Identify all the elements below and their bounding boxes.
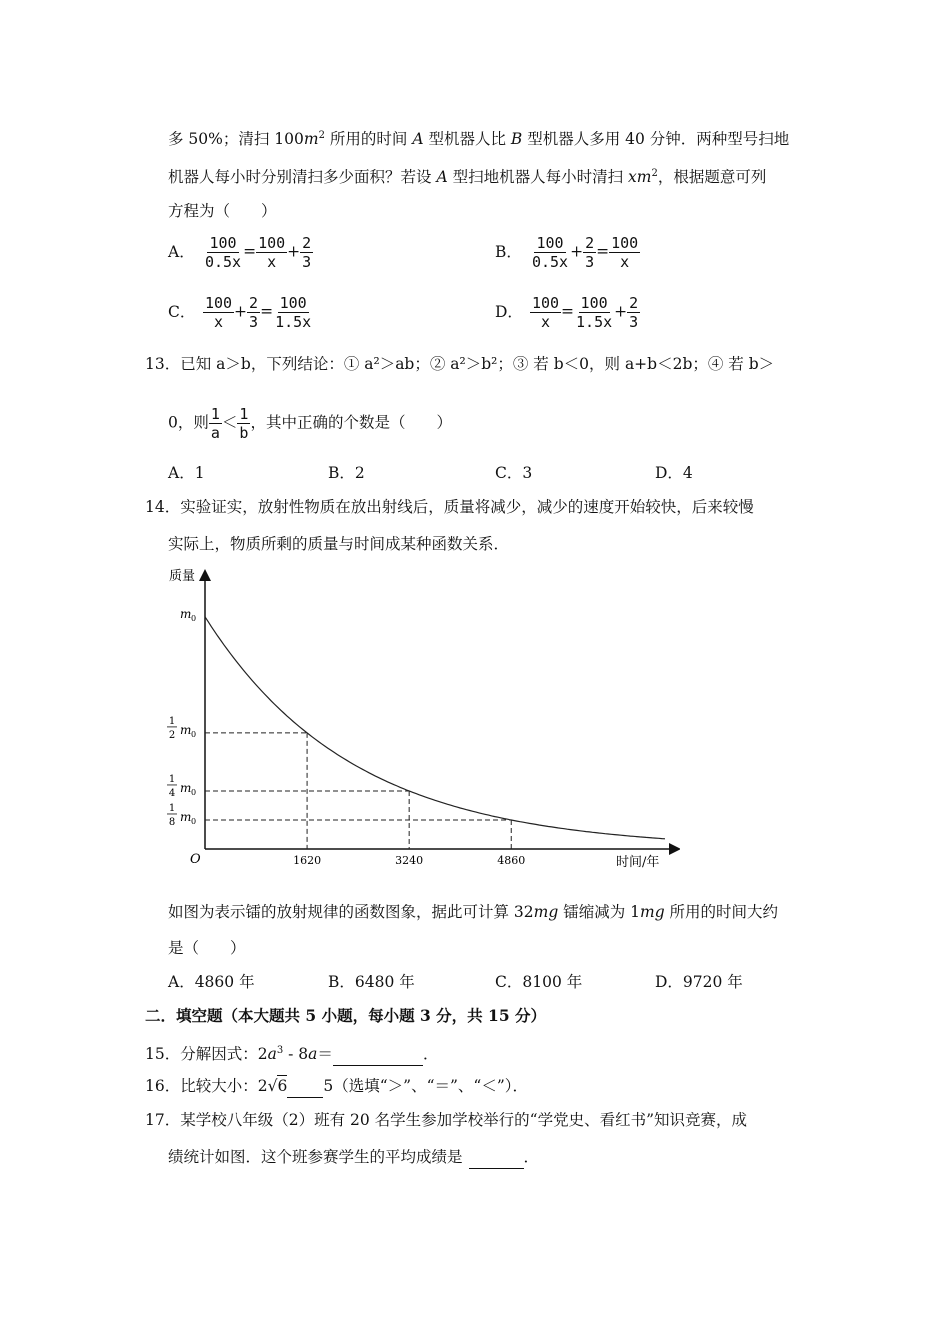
q12-line-2 [168,163,766,188]
y-tick-num: 1 [168,802,176,814]
q13-option-a[interactable]: A．1 [168,464,205,482]
q14-option-a[interactable]: A．4860 年 [168,973,255,991]
section-2-title: 二．填空题（本大题共 5 小题，每小题 3 分，共 15 分） [145,1006,547,1025]
fraction: $\frac{100}{x}$ [258,234,286,271]
q13-option-b[interactable]: B．2 [328,464,365,482]
fraction: $\frac{100}{x}$ [204,294,233,331]
q17-line-1: 17．某学校八年级（2）班有 20 名学生参加学校举行的“学党史、看红书”知识竞赛，成 [145,1111,748,1129]
x-tick-label: 1620 [293,854,322,867]
fraction: $\frac{100}{1.5x}$ [576,294,613,331]
q12-text: ，根据题意可列 [657,168,767,186]
fraction: $\frac{100}{x}$ [611,234,639,271]
q12-var: xm [628,168,652,186]
x-axis-label: 时间/年 [616,855,660,870]
fraction: $\frac{2}{3}$ [302,234,312,271]
q13-option-d[interactable]: D．4 [655,464,693,482]
operator: = [243,242,257,261]
q12-line-3: 方程为（ ） [168,202,277,220]
q12-option-c[interactable] [168,294,313,331]
y-tick-sub: 0 [191,729,197,739]
y-tick-den: 2 [168,729,176,741]
q14-option-d[interactable]: D．9720 年 [655,973,743,991]
q17-text: ． [523,1148,540,1166]
q12-text: 多 50%；清扫 100 [168,130,304,148]
option-label: B． [495,242,522,261]
q12-option-a[interactable] [168,234,313,271]
fraction: $\frac{1}{b}$ [239,405,249,442]
operator: = [561,302,575,321]
y-tick-sub: 0 [191,613,197,623]
answer-blank[interactable] [287,1075,323,1098]
operator: ＜ [221,413,238,432]
radicand: 6 [277,1077,288,1095]
fraction: $\frac{100}{x}$ [531,294,560,331]
q12-text: 型机器人多用 40 分钟．两种型号扫地 [522,130,790,148]
answer-blank[interactable] [469,1146,524,1169]
fraction: $\frac{2}{3}$ [629,294,639,331]
y-tick-m: m [180,809,192,824]
q13-text: 0，则 [168,413,209,432]
decay-curve [205,617,665,839]
q14-text: 如图为表示镭的放射规律的函数图象，据此可计算 32 [168,903,534,921]
q12-var: A [412,130,424,148]
y-tick-m: m [180,606,192,621]
operator: = [596,242,610,261]
operator: + [234,302,248,321]
q12-line-1 [168,125,789,150]
q12-option-b[interactable] [495,234,640,271]
q12-text: 型机器人比 [423,130,511,148]
q15-sup: 3 [276,1045,284,1056]
y-tick-sub: 0 [191,787,197,797]
q15-var: a [267,1045,277,1063]
q13-line-1: 13．已知 a＞b，下列结论：① a²＞ab；② a²＞b²；③ 若 b＜0，则 a+b＜2b；④ 若 b＞ [145,355,775,373]
q15-text: - 8 [283,1045,309,1063]
q12-sup: 2 [651,168,658,179]
y-tick-m: m [180,722,192,737]
q15-line [145,1040,438,1066]
q14-unit: mg [640,903,665,921]
q12-var: A [436,168,448,186]
y-axis-label: 质量 [169,569,196,584]
q12-text: 机器人每小时分别清扫多少面积？若设 [168,168,437,186]
q14-line-1: 14．实验证实，放射性物质在放出射线后，质量将减少，减少的速度开始较快，后来较慢 [145,498,754,516]
answer-blank[interactable] [333,1043,423,1066]
q15-var: a [308,1045,318,1063]
q15-text: ． [422,1045,439,1063]
q14-line-2: 实际上，物质所剩的质量与时间成某种函数关系． [168,535,510,553]
q13-option-c[interactable]: C．3 [495,464,533,482]
option-label: A． [168,242,195,261]
q13-text: ，其中正确的个数是（ ） [250,413,452,432]
q17-text: 绩统计如图．这个班参赛学生的平均成绩是 [168,1148,463,1166]
q12-text: 型扫地机器人每小时清扫 [447,168,628,186]
q13-line-2 [168,405,452,442]
option-label: C． [168,302,196,321]
x-tick-label: 4860 [497,854,526,867]
fraction: $\frac{2}{3}$ [249,294,259,331]
q14-line-3 [168,901,778,923]
decay-chart [150,562,680,880]
q14-option-c[interactable]: C．8100 年 [495,973,583,991]
q16-line [145,1075,528,1098]
operator: = [260,302,274,321]
fraction: $\frac{2}{3}$ [585,234,595,271]
fraction: $\frac{100}{0.5x}$ [531,234,569,271]
fraction: $\frac{100}{0.5x}$ [204,234,242,271]
operator: + [614,302,628,321]
q12-sup: 2 [318,130,325,141]
q12-option-d[interactable] [495,294,640,331]
q15-text: 15．分解因式：2 [145,1045,268,1063]
q17-line-2 [168,1146,539,1169]
y-tick-m: m [180,780,192,795]
q12-text: 所用的时间 [324,130,413,148]
y-tick-num: 1 [168,773,176,785]
y-tick-sub: 0 [191,816,197,826]
q16-text: 16．比较大小：2 [145,1077,268,1095]
operator: + [287,242,301,261]
q16-text: 5（选填“＞”、“＝”、“＜”）． [323,1077,529,1095]
q12-var: m [303,130,319,148]
q15-text: ＝ [317,1045,333,1063]
y-tick-den: 4 [168,787,176,799]
operator: + [570,242,584,261]
y-tick-den: 8 [168,816,176,828]
sqrt-sign: √ [267,1077,278,1095]
fraction: $\frac{100}{1.5x}$ [275,294,312,331]
fraction: $\frac{1}{a}$ [210,405,220,442]
x-tick-label: 3240 [395,854,424,867]
q14-option-b[interactable]: B．6480 年 [328,973,415,991]
q14-unit: mg [533,903,559,921]
q14-text: 镭缩减为 1 [558,903,640,921]
q12-var: B [510,130,523,148]
origin-label: O [190,852,201,867]
q14-line-4: 是（ ） [168,939,246,957]
q14-text: 所用的时间大约 [664,903,779,921]
y-tick-num: 1 [168,715,176,727]
option-label: D． [495,302,523,321]
